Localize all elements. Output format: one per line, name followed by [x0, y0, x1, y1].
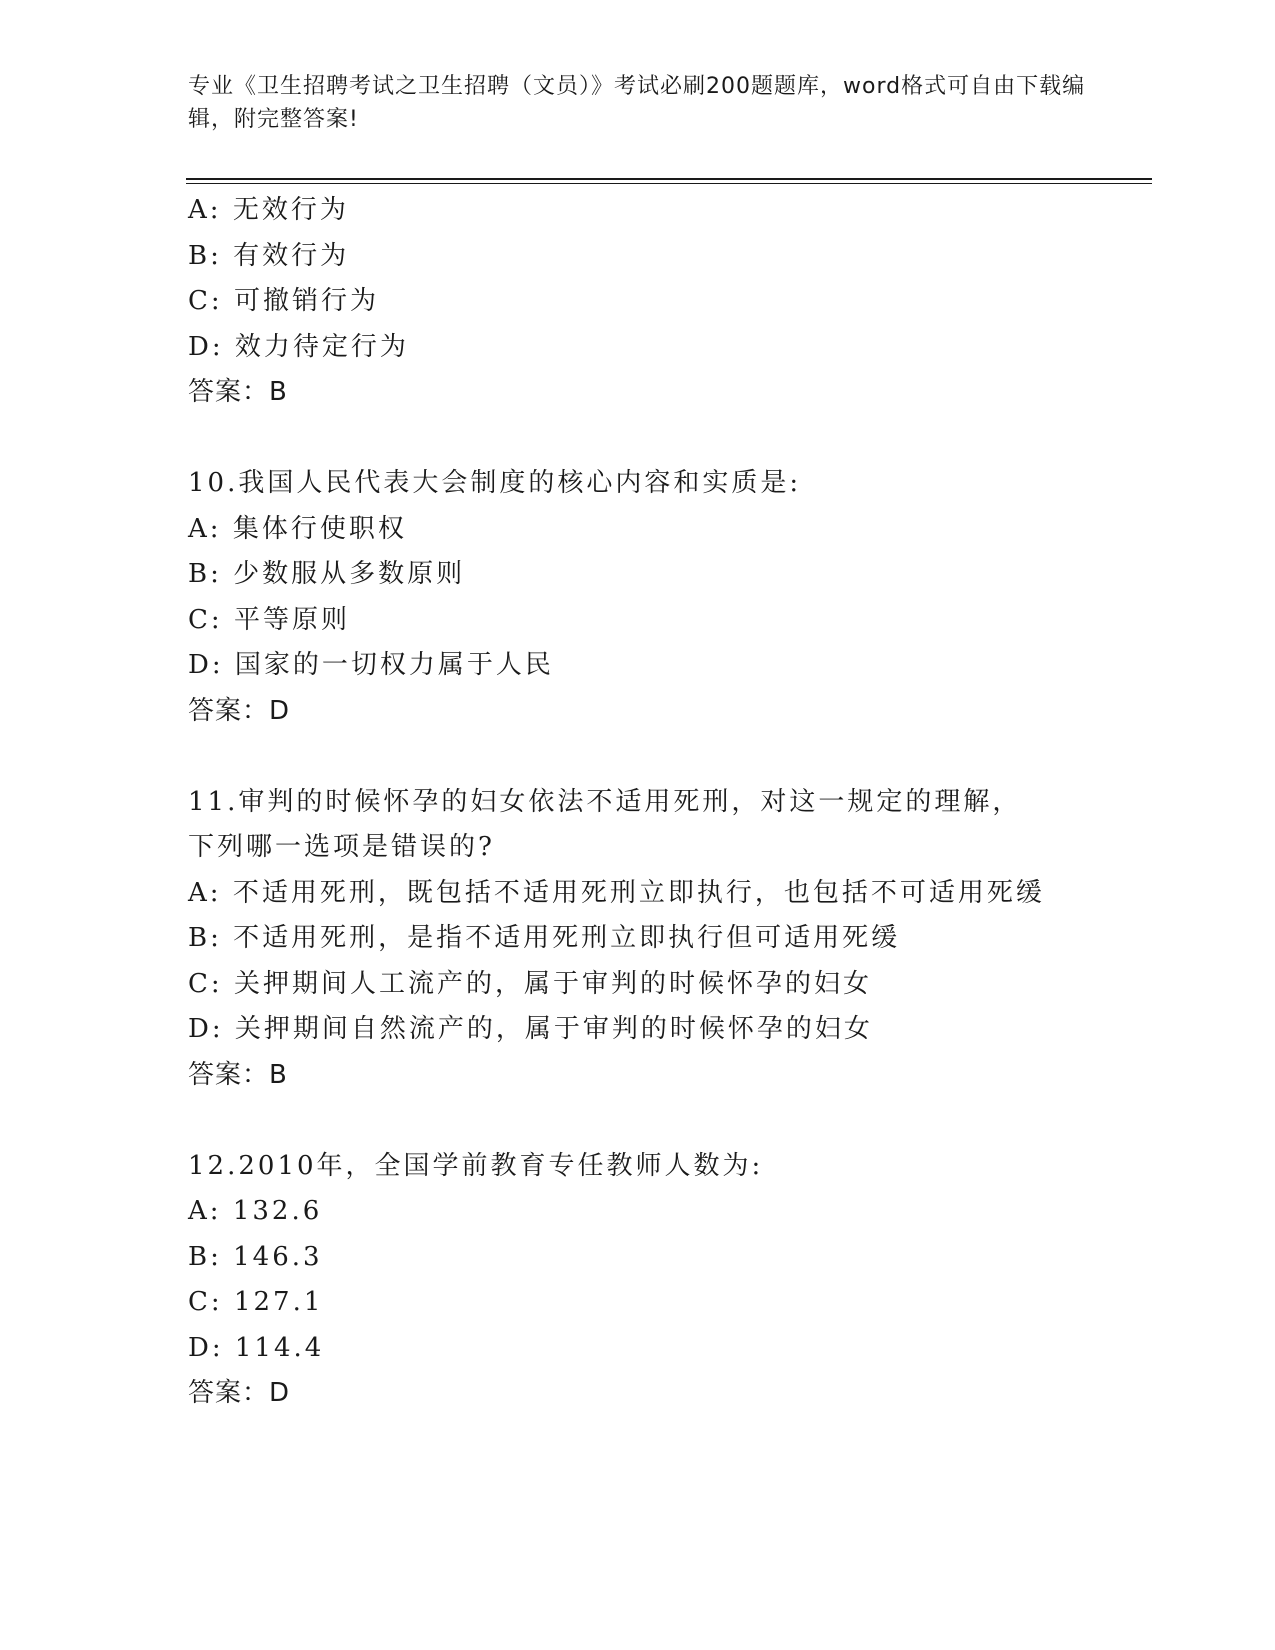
- option-c: C: 可撤销行为: [188, 286, 379, 316]
- question-list: [188, 188, 1088, 1417]
- option-c: C: 127.1: [188, 1287, 324, 1317]
- option-a: A: 132.6: [188, 1196, 323, 1226]
- question-12: [188, 1144, 1088, 1417]
- option-d: D: 114.4: [188, 1332, 325, 1363]
- answer-line: 答案：B: [188, 377, 288, 407]
- header-rule-thin: [186, 183, 1152, 184]
- header-rule-thick: [186, 178, 1152, 180]
- question-10: [188, 461, 1088, 734]
- option-d: D: 关押期间自然流产的，属于审判的时候怀孕的妇女: [188, 1014, 873, 1044]
- option-a: A: 集体行使职权: [188, 513, 407, 544]
- answer-line: 答案：B: [188, 1059, 288, 1090]
- option-b: B: 有效行为: [188, 240, 350, 271]
- answer-line: 答案：D: [188, 695, 291, 726]
- question-stem: 11.审判的时候怀孕的妇女依法不适用死刑，对这一规定的理解，下列哪一选项是错误的?: [188, 786, 1022, 862]
- question-11: [188, 780, 1088, 1099]
- option-c: C: 关押期间人工流产的，属于审判的时候怀孕的妇女: [188, 968, 872, 999]
- option-a: A: 不适用死刑，既包括不适用死刑立即执行，也包括不可适用死缓: [188, 877, 1045, 908]
- option-a: A: 无效行为: [188, 195, 349, 225]
- question-stem: 10.我国人民代表大会制度的核心内容和实质是:: [188, 468, 802, 498]
- option-c: C: 平等原则: [188, 604, 350, 635]
- option-b: B: 少数服从多数原则: [188, 559, 466, 589]
- answer-line: 答案：D: [188, 1378, 291, 1408]
- option-b: B: 不适用死刑，是指不适用死刑立即执行但可适用死缓: [188, 923, 901, 953]
- option-d: D: 效力待定行为: [188, 331, 409, 362]
- question-stem: 12.2010年，全国学前教育专任教师人数为:: [188, 1150, 764, 1181]
- option-b: B: 146.3: [188, 1241, 323, 1272]
- option-d: D: 国家的一切权力属于人民: [188, 650, 554, 680]
- question-fragment: [188, 188, 1088, 416]
- document-header: 专业《卫生招聘考试之卫生招聘（文员）》考试必刷200题题库，word格式可自由下载编辑，附完整答案!: [188, 74, 1086, 132]
